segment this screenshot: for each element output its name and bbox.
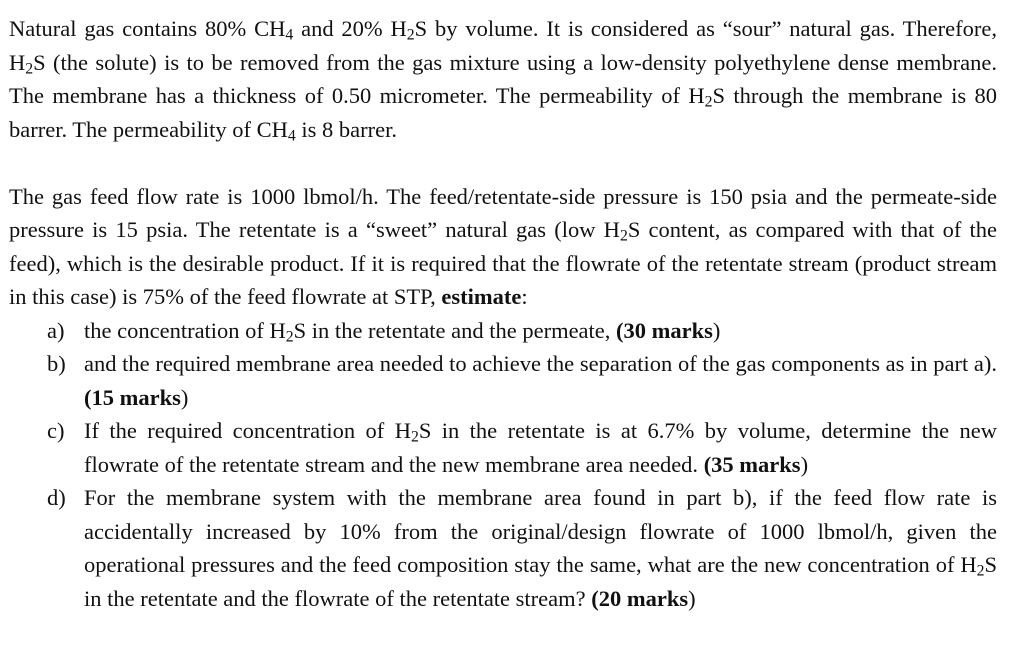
question-item-d xyxy=(9,481,997,615)
bold-text: (35 marks xyxy=(703,451,801,477)
subscript: 2 xyxy=(285,327,294,345)
subscript: 2 xyxy=(25,59,34,77)
intro-paragraph: Natural gas contains 80% $CH_4$ and 20% $H_2S$ by volume. It is considered as “sour” natural gas. Therefore, $H_2S$ (the solute) is to be removed from the gas mixture using a low-density polyethylene dense membrane. The membrane has a thickness of 0.50 micrometer. The permeability of $H_2S$ through the membrane is 80 barrer. The permeability of $CH_4$ is 8 barrer. xyxy=(9,16,997,144)
question-item-a xyxy=(9,314,997,348)
question-list xyxy=(9,314,997,616)
bold-text: (30 marks xyxy=(616,317,713,343)
question-label: a) xyxy=(47,317,65,343)
subscript: 2 xyxy=(704,93,713,111)
subscript: 4 xyxy=(285,26,294,44)
subscript: 4 xyxy=(287,126,296,144)
question-item-b xyxy=(9,347,997,414)
problem-document xyxy=(9,12,997,615)
question-text: the concentration of $H_2S$ in the retentate and the permeate, (30 marks) xyxy=(84,317,721,345)
question-item-c xyxy=(9,414,997,481)
bold-text: (15 marks xyxy=(84,384,181,410)
subscript: 2 xyxy=(619,227,628,245)
question-text: For the membrane system with the membrane area found in part b), if the feed flow rate is accidentally increased by 10% from the original/design flowrate of 1000 lbmol/h, given the operational pressures and the feed composition stay the same, what are the new concentration of $H_2S$ in the retentate and the flowrate of the retentate stream? (20 marks) xyxy=(84,485,997,611)
question-label: c) xyxy=(47,418,65,443)
subscript: 2 xyxy=(406,26,415,44)
question-label: b) xyxy=(47,351,66,376)
subscript: 2 xyxy=(976,562,985,580)
question-text: and the required membrane area needed to achieve the separation of the gas components as in part a). (15 marks) xyxy=(84,351,997,410)
bold-text: estimate xyxy=(441,284,522,309)
subscript: 2 xyxy=(410,428,419,446)
bold-text: (20 marks xyxy=(591,585,689,611)
question-text: If the required concentration of $H_2S$ in the retentate is at 6.7% by volume, determine the new flowrate of the retentate stream and the new membrane area needed. (35 marks) xyxy=(84,418,997,477)
conditions-paragraph: The gas feed flow rate is 1000 lbmol/h. The feed/retentate-side pressure is 150 psia and the permeate-side pressure is 15 psia. The retentate is a “sweet” natural gas (low $H_2S$ content, as compared with that of the feed), which is the desirable product. If it is required that the flowrate of the retentate stream (product stream in this case) is 75% of the feed flowrate at STP, estimate: xyxy=(9,183,998,309)
question-label: d) xyxy=(47,485,66,510)
